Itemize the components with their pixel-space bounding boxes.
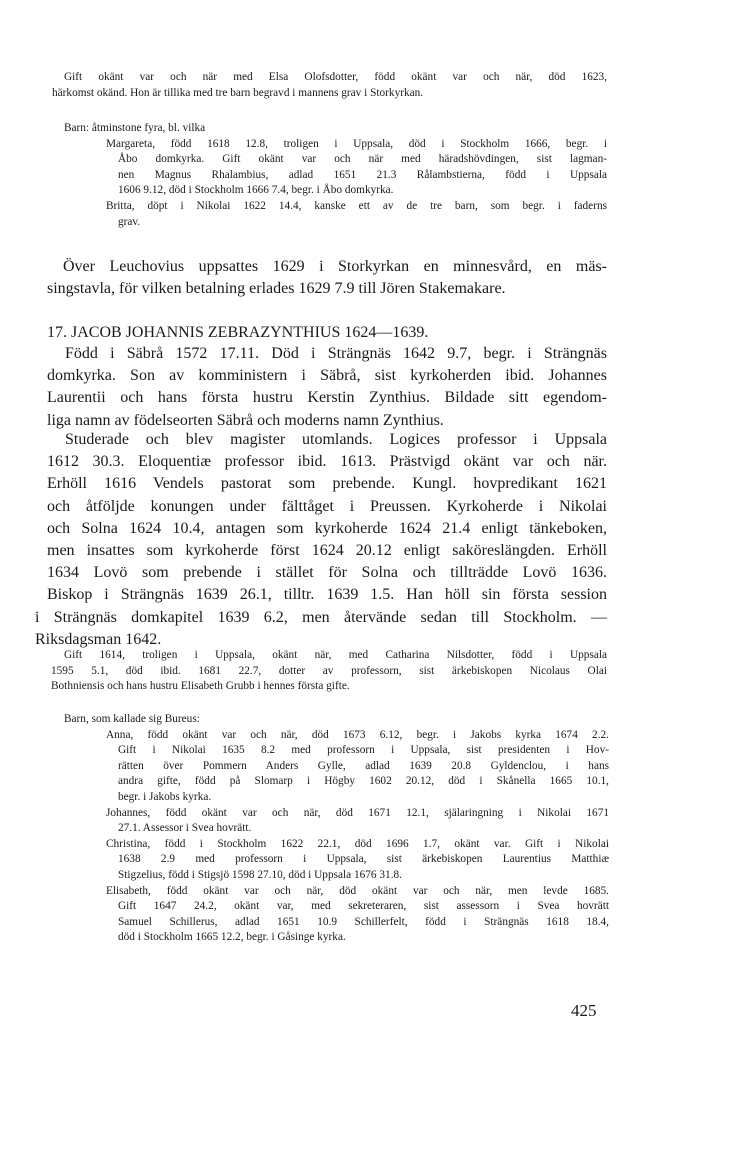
text-line: Laurentii och hans första hustru Kerstin Zynthius. Bildade sitt egendom-: [47, 389, 607, 407]
text-line: Erhöll 1616 Vendels pastorat som prebende. Kungl. hovpredikant 1621: [47, 475, 607, 493]
text-line: Britta, döpt i Nikolai 1622 14.4, kanske ett av de tre barn, som begr. i faderns: [106, 199, 607, 212]
text-line: begr. i Jakobs kyrka.: [118, 790, 212, 803]
text-line: Född i Säbrå 1572 17.11. Död i Strängnäs 1642 9.7, begr. i Strängnäs: [65, 345, 607, 362]
children-list-1: [64, 121, 607, 230]
text-line: Johannes, född okänt var och när, död 1671 12.1, själaringning i Nikolai 1671: [106, 806, 609, 819]
text-line: Anna, född okänt var och när, död 1673 6.12, begr. i Jakobs kyrka 1674 2.2.: [106, 728, 609, 741]
section-heading: [47, 322, 607, 344]
text-line: rätten över Pommern Anders Gylle, adlad 1639 20.8 Gyldenclou, i hans: [118, 759, 609, 772]
text-line: 1638 2.9 med professorn i Uppsala, sist ärkebiskopen Laurentius Matthiæ: [118, 853, 609, 866]
children-intro: Barn, som kallade sig Bureus:: [64, 713, 200, 725]
text-line: Gift 1614, troligen i Uppsala, okänt när, med Catharina Nilsdotter, född i Uppsala: [64, 649, 607, 661]
text-line: 1595 5.1, död ibid. 1681 22.7, dotter av professorn, sist ärkebiskopen Nicolaus Olai: [51, 664, 607, 677]
text-line: Över Leuchovius uppsattes 1629 i Storkyrkan en minnesvård, en mäs-: [63, 258, 607, 275]
text-line: Christina, född i Stockholm 1622 22.1, död 1696 1.7, okänt var. Gift i Nikolai: [106, 837, 609, 850]
text-line: nen Magnus Rhalambius, adlad 1651 21.3 Rålambstierna, född i Uppsala: [118, 168, 607, 181]
text-line: härkomst okänd. Hon är tillika med tre barn begravd i mannens grav i Storkyrkan.: [52, 86, 424, 99]
text-line: Biskop i Strängnäs 1639 26.1, tilltr. 1639 1.5. Han höll sin första session: [47, 586, 607, 604]
text-line: Gift i Nikolai 1635 8.2 med professorn i Uppsala, sist presidenten i Hov-: [118, 744, 609, 757]
child-entry-margareta: [106, 137, 607, 199]
bishop-heading: 17. JACOB JOHANNIS ZEBRAZYNTHIUS 1624—1639.: [47, 324, 429, 341]
child-entry-johannes: [106, 806, 609, 837]
child-entry-elisabeth: [106, 884, 609, 946]
children-intro: Barn: åtminstone fyra, bl. vilka: [64, 122, 206, 134]
text-line: Bothniensis och hans hustru Elisabeth Grubb i hennes första gifte.: [51, 680, 350, 693]
text-line: död i Stockholm 1665 12.2, begr. i Gåsinge kyrka.: [118, 931, 346, 944]
memorial-paragraph: [47, 256, 607, 300]
text-line: 1612 30.3. Eloquentiæ professor ibid. 1613. Prästvigd okänt var och när.: [47, 453, 607, 471]
child-entry-christina: [106, 837, 609, 884]
text-line: grav.: [118, 215, 141, 228]
text-line: 1634 Lovö som prebende i stället för Solna och tillträdde Lovö 1636.: [47, 564, 607, 582]
text-line: 27.1. Assessor i Svea hovrätt.: [118, 822, 252, 835]
text-line: och Solna 1624 10.4, antagen som kyrkoherde 1624 21.4 enligt tänkeboken,: [47, 519, 607, 537]
text-line: Riksdagsman 1642.: [35, 630, 162, 648]
text-line: i Strängnäs domkapitel 1639 6.2, men återvände sedan till Stockholm. —: [35, 608, 607, 626]
text-line: Margareta, född 1618 12.8, troligen i Uppsala, död i Stockholm 1666, begr. i: [106, 137, 607, 150]
text-line: andra gifte, född på Slomarp i Högby 1602 20.12, död i Skånella 1665 10.1,: [118, 775, 609, 788]
text-line: Studerade och blev magister utomlands. Logices professor i Uppsala: [65, 431, 607, 448]
text-line: Gift okänt var och när med Elsa Olofsdotter, född okänt var och när, död 1623,: [64, 71, 607, 83]
text-line: och åtföljde konungen under fälttåget i Preussen. Kyrkoherde i Nikolai: [47, 497, 607, 515]
biography-paragraph-birth: [47, 343, 607, 432]
marriage-paragraph-1: [52, 70, 607, 101]
marriage-paragraph-2: [51, 648, 607, 695]
text-line: liga namn av födelseorten Säbrå och moderns namn Zynthius.: [47, 411, 444, 429]
biography-paragraph-career: [35, 429, 607, 651]
text-line: Gift 1647 24.2, okänt var, med sekreteraren, sist assessorn i Svea hovrätt: [118, 900, 609, 913]
text-line: 1606 9.12, död i Stockholm 1666 7.4, begr. i Åbo domkyrka.: [118, 184, 394, 197]
text-line: men insattes som kyrkoherde först 1624 20.12 enligt saköreslängden. Erhöll: [47, 542, 607, 560]
text-line: Elisabeth, född okänt var och när, död okänt var och när, men levde 1685.: [106, 884, 609, 897]
text-line: Åbo domkyrka. Gift okänt var och när med häradshövdingen, sist lagman-: [118, 153, 607, 166]
text-line: Stigzelius, född i Stigsjö 1598 27.10, död i Uppsala 1676 31.8.: [118, 868, 402, 881]
page-number: 425: [571, 1001, 597, 1020]
child-entry-britta: [106, 199, 607, 230]
text-line: singstavla, för vilken betalning erlades 1629 7.9 till Jören Stakemakare.: [47, 280, 506, 298]
text-line: domkyrka. Son av komministern i Säbrå, sist kyrkoherden ibid. Johannes: [47, 367, 607, 385]
text-line: Samuel Schillerus, adlad 1651 10.9 Schillerfelt, född i Strängnäs 1618 18.4,: [118, 915, 609, 928]
child-entry-anna: [106, 728, 609, 806]
children-list-2: [64, 712, 609, 946]
